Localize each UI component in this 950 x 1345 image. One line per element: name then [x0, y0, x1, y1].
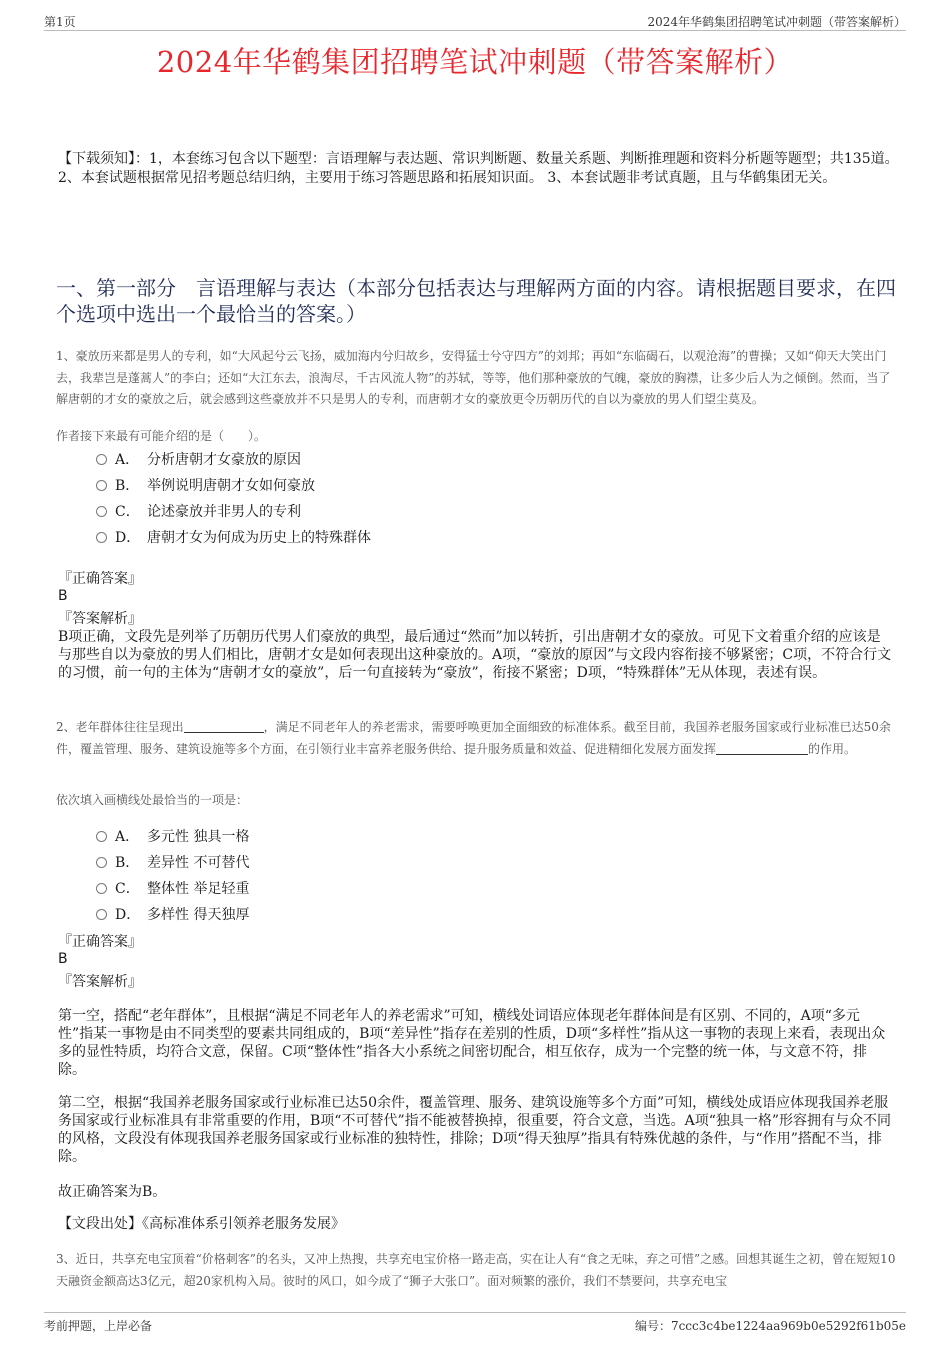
footer-doc-id: 编号：7ccc3c4be1224aa969b0e5292f61b05e — [634, 1319, 906, 1333]
page-number: 第1页 — [44, 15, 76, 29]
page-title: 2024年华鹤集团招聘笔试冲刺题（带答案解析） — [156, 45, 794, 79]
q1-option-d[interactable]: D． 唐朝才女为何成为历史上的特殊群体 — [96, 529, 371, 547]
q2-text: 2、老年群体往往呈现出 ，满足不同老年人的养老需求，需要呼唤更加全面细致的标准体系。截至目前，我国养老服务国家或行业标准已达50余件，覆盖管理、服务、建筑设施等多个方面，在引领行业丰富养老服务供给、提升服务质量和效益、促进精细化发展方面发挥 的作用。 — [56, 720, 891, 756]
radio-icon[interactable] — [96, 909, 107, 920]
radio-icon[interactable] — [96, 883, 107, 894]
q1-answer: B — [58, 588, 68, 604]
blank-2 — [716, 741, 808, 755]
header-doc-title: 2024年华鹤集团招聘笔试冲刺题（带答案解析） — [647, 15, 906, 29]
q2-question: 依次填入画横线处最恰当的一项是： — [56, 793, 249, 807]
q2-analysis-1: 第一空，搭配“老年群体”，且根据“满足不同老年人的养老需求”可知，横线处词语应体现老年群体间是有区别、不同的，A项“多元性”指某一事物是由不同类型的要素共同组成的，B项“差异性”指存在差别的性质，D项“多样性”指从这一事物的表现上来看，表现出众多的显性特质，均符合文意，保留。C项“整体性”指各大小系统之间密切配合，相互依存，成为一个完整的统一体，与文意不符，排除。 — [58, 1008, 886, 1078]
q2-analysis-label: 『答案解析』 — [58, 974, 142, 990]
page-header — [44, 10, 906, 31]
q1-option-c[interactable]: C． 论述豪放并非男人的专利 — [96, 503, 301, 521]
section-title: 一、第一部分 言语理解与表达（本部分包括表达与理解两方面的内容。请根据题目要求，在四个选项中选出一个最恰当的答案。） — [56, 276, 896, 326]
q1-option-a[interactable]: A． 分析唐朝才女豪放的原因 — [96, 451, 301, 469]
q1-text: 1、豪放历来都是男人的专利，如“大风起兮云飞扬，威加海内兮归故乡，安得猛士兮守四方”的刘邦；再如“东临碣石，以观沧海”的曹操；又如“仰天大笑出门去，我辈岂是蓬蒿人”的李白；还如“大江东去，浪淘尽，千古风流人物”的苏轼，等等，他们那种豪放的气魄，豪放的胸襟，让多少后人为之倾倒。然而，当了解唐朝的才女的豪放之后，就会感到这些豪放并不只是男人的专利，而唐朝才女的豪放更令历朝历代的自以为豪放的男人们望尘莫及。 — [56, 349, 891, 406]
q2-correct-label: 『正确答案』 — [58, 934, 142, 950]
q2-option-b[interactable]: B． 差异性 不可替代 — [96, 854, 249, 872]
radio-icon[interactable] — [96, 831, 107, 842]
blank-1 — [184, 719, 264, 733]
q2-option-d[interactable]: D． 多样性 得天独厚 — [96, 906, 249, 924]
radio-icon[interactable] — [96, 454, 107, 465]
footer-slogan: 考前押题，上岸必备 — [44, 1319, 153, 1333]
radio-icon[interactable] — [96, 857, 107, 868]
q2-option-a[interactable]: A． 多元性 独具一格 — [96, 828, 249, 846]
q2-analysis-2: 第二空，根据“我国养老服务国家或行业标准已达50余件，覆盖管理、服务、建筑设施等多个方面”可知，横线处成语应体现我国养老服务国家或行业标准具有非常重要的作用，B项“不可替代”指不能被替换掉，很重要，符合文意，当选。A项“独具一格”形容拥有与众不同的风格，文段没有体现我国养老服务国家或行业标准的独特性，排除；D项“得天独厚”指具有特殊优越的条件，与“作用”搭配不当，排除。 — [58, 1095, 892, 1165]
page-footer — [44, 1312, 906, 1333]
download-notice: 【下载须知】：1，本套练习包含以下题型：言语理解与表达题、常识判断题、数量关系题、判断推理题和资料分析题等题型；共135道。 2、本套试题根据常见招考题总结归纳，主要用于练习答题思路和拓展知识面。 3、本套试题非考试真题，且与华鹤集团无关。 — [58, 151, 899, 186]
q1-question: 作者接下来最有可能介绍的是（ ）。 — [56, 429, 267, 443]
q2-answer: B — [58, 951, 68, 967]
q1-analysis-label: 『答案解析』 — [58, 611, 142, 627]
q3-text: 3、近日，共享充电宝顶着“价格刺客”的名头，又冲上热搜，共享充电宝价格一路走高，实在让人有“食之无味，弃之可惜”之感。回想其诞生之初，曾在短短10天融资金额高达3亿元，超20家机构入局。彼时的风口，如今成了“狮子大张口”。面对频繁的涨价，我们不禁要问，共享充电宝 — [56, 1252, 896, 1288]
q1-option-b[interactable]: B． 举例说明唐朝才女如何豪放 — [96, 477, 315, 495]
radio-icon[interactable] — [96, 506, 107, 517]
q1-correct-label: 『正确答案』 — [58, 571, 142, 587]
q2-option-c[interactable]: C． 整体性 举足轻重 — [96, 880, 249, 898]
q2-analysis-3: 故正确答案为B。 — [58, 1184, 167, 1200]
radio-icon[interactable] — [96, 532, 107, 543]
q1-analysis: B项正确，文段先是列举了历朝历代男人们豪放的典型，最后通过“然而”加以转折，引出唐朝才女的豪放。可见下文着重介绍的应该是与那些自以为豪放的男人们相比，唐朝才女是如何表现出这种豪放的。A项，“豪放的原因”与文段内容衔接不够紧密；C项，不符合行文的习惯，前一句的主体为“唐朝才女的豪放”，后一句直接转为“豪放”，衔接不紧密；D项，“特殊群体”无从体现，表述有误。 — [58, 629, 892, 681]
q2-source: 【文段出处】《高标准体系引领养老服务发展》 — [58, 1216, 345, 1232]
radio-icon[interactable] — [96, 480, 107, 491]
